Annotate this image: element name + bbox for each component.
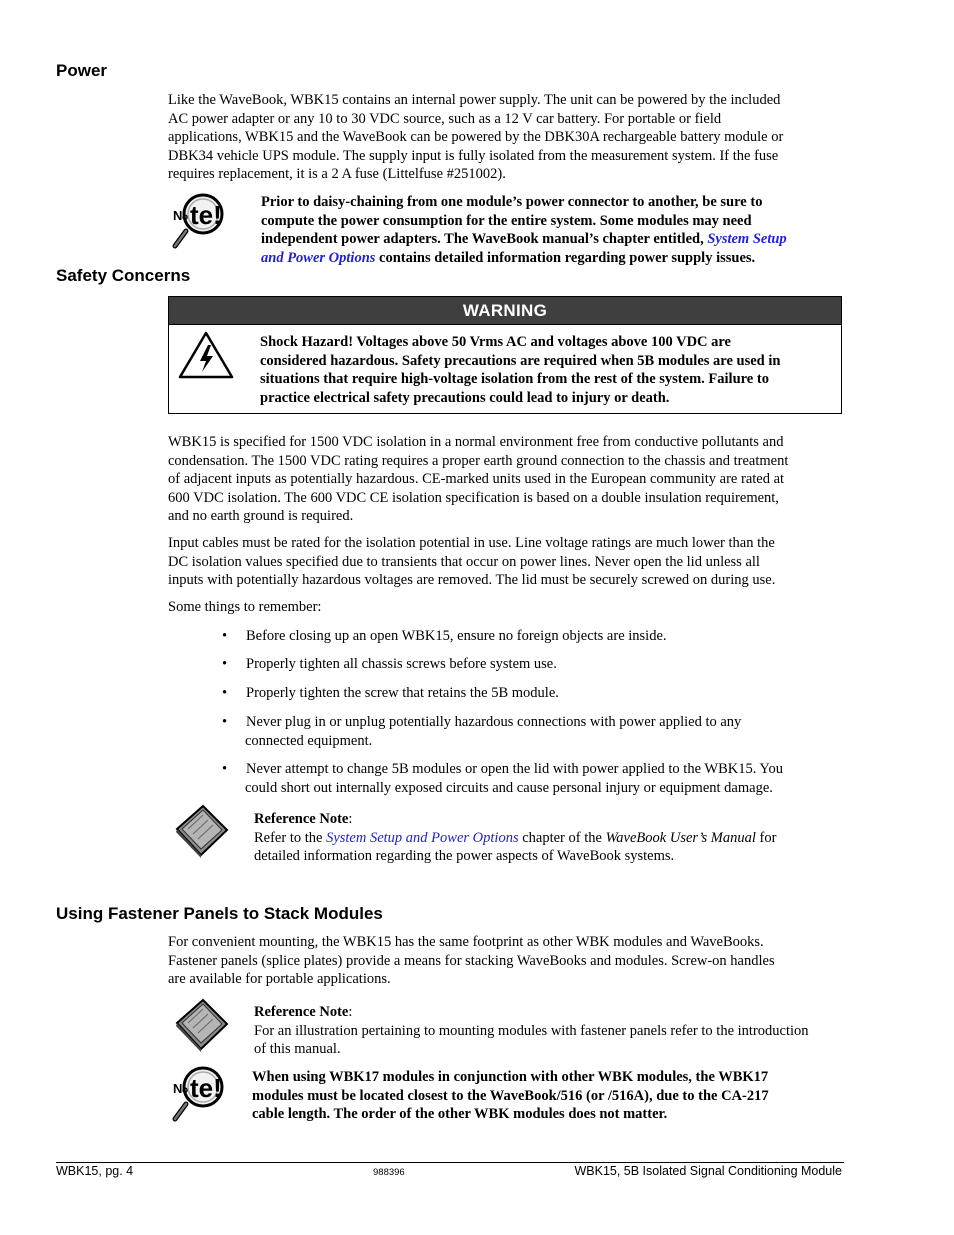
warning-text <box>260 333 840 407</box>
power-paragraph <box>168 91 848 184</box>
svg-text:o: o <box>182 1085 189 1096</box>
text-line: Fastener panels (splice plates) provide a means for stacking WaveBooks and modules. Screw-on handles <box>168 952 775 969</box>
text-line: compute the power consumption for the entire system. Some modules may need <box>261 212 752 229</box>
reference-book-icon <box>173 803 231 859</box>
text-span: Properly tighten all chassis screws before system use. <box>246 656 557 672</box>
bullet-marker: • <box>222 656 228 672</box>
text-span: Never attempt to change 5B modules or open the lid with power applied to the WBK15. You <box>246 761 783 777</box>
bullet-marker: • <box>222 685 228 701</box>
bullet-marker: • <box>222 714 228 730</box>
system-setup-link[interactable]: System Setup <box>707 231 787 247</box>
text-line: applications, WBK15 and the WaveBook can be powered by the DBK30A rechargeable battery module or <box>168 129 784 145</box>
warning-title: WARNING <box>169 297 841 325</box>
fastener-heading: Using Fastener Panels to Stack Modules <box>56 904 383 923</box>
text-line: detailed information regarding the power aspects of WaveBook systems. <box>254 848 675 864</box>
text-line: When using WBK17 modules in conjunction with other WBK modules, the WBK17 <box>252 1069 769 1085</box>
svg-text:N: N <box>173 1081 183 1096</box>
remember-intro: Some things to remember: <box>168 599 322 615</box>
text-line: of adjacent inputs as potentially hazardous. CE-marked units used in the European community are rated at <box>168 471 785 487</box>
text-span: connected equipment. <box>245 732 373 749</box>
text-line: condensation. The 1500 VDC rating requires a proper earth ground connection to the chassis and treatment <box>168 452 789 469</box>
fastener-paragraph <box>168 933 848 989</box>
text-line: AC power adapter or any 10 to 30 VDC source, such as a 12 V car battery. For portable or field <box>168 110 722 127</box>
text-span: Before closing up an open WBK15, ensure no foreign objects are inside. <box>246 628 667 644</box>
text-line: WBK15 is specified for 1500 VDC isolation in a normal environment free from conductive pollutants and <box>168 434 784 450</box>
text-line: Prior to daisy-chaining from one module’s power connector to another, be sure to <box>261 194 763 210</box>
warning-box <box>168 296 842 414</box>
text-line: and no earth ground is required. <box>168 508 354 524</box>
text-span: : <box>348 1004 353 1020</box>
text-line: requires replacement, it is a 2 A fuse (Littelfuse #251002). <box>168 166 506 182</box>
text-span: Refer to the <box>254 829 327 846</box>
footer-module-title: WBK15, 5B Isolated Signal Conditioning Module <box>574 1164 842 1178</box>
text-line: considered hazardous. Safety precautions are required when 5B modules are used in <box>260 352 781 369</box>
reference-note-title: Reference Note <box>254 1004 349 1020</box>
svg-text:o: o <box>182 212 189 223</box>
text-span: Never plug in or unplug potentially hazardous connections with power applied to any <box>246 714 742 730</box>
note-magnifier-icon <box>170 193 232 251</box>
reference-note-1 <box>254 810 848 866</box>
text-line: inputs with potentially hazardous voltages are removed. The lid must be securely screwed on during use. <box>168 572 776 588</box>
text-line: practice electrical safety precautions could lead to injury or death. <box>260 389 670 406</box>
svg-text:te!: te! <box>190 200 222 230</box>
reference-book-icon <box>173 997 231 1053</box>
text-span: for <box>755 829 777 846</box>
text-line: Like the WaveBook, WBK15 contains an internal power supply. The unit can be powered by the included <box>168 92 781 108</box>
text-line: For convenient mounting, the WBK15 has the same footprint as other WBK modules and WaveBooks. <box>168 934 764 950</box>
power-options-link[interactable]: and Power Options <box>261 249 376 266</box>
text-line: Shock Hazard! Voltages above 50 Vrms AC and voltages above 100 VDC are <box>260 334 731 350</box>
text-span: could short out internally exposed circuits and cause personal injury or equipment damage. <box>245 779 773 796</box>
list-item <box>246 627 846 646</box>
shock-hazard-icon <box>177 330 235 380</box>
text-line: Input cables must be rated for the isolation potential in use. Line voltage ratings are much lower than the <box>168 535 775 551</box>
reference-note-title: Reference Note <box>254 811 349 827</box>
input-cables-paragraph <box>168 534 848 590</box>
list-item <box>246 655 846 674</box>
isolation-paragraph <box>168 433 848 526</box>
svg-text:te!: te! <box>190 1073 222 1103</box>
bullet-marker: • <box>222 628 228 644</box>
safety-heading: Safety Concerns <box>56 266 191 285</box>
text-line: For an illustration pertaining to mounting modules with fastener panels refer to the introduction <box>254 1022 809 1039</box>
footer-page-label: WBK15, pg. 4 <box>56 1164 134 1178</box>
text-span: chapter of the <box>518 829 606 846</box>
text-line: situations that require high-voltage isolation from the rest of the system. Failure to <box>260 371 769 387</box>
text-span: independent power adapters. The WaveBook manual’s chapter entitled, <box>261 231 708 247</box>
text-line: DBK34 vehicle UPS module. The supply input is fully isolated from the measurement system. If the fuse <box>168 147 779 164</box>
system-setup-power-options-link[interactable]: System Setup and Power Options <box>326 829 519 846</box>
manual-title: WaveBook User’s Manual <box>605 829 756 846</box>
text-span: contains detailed information regarding power supply issues. <box>375 249 756 266</box>
text-span: : <box>348 811 353 827</box>
list-item <box>246 760 846 797</box>
list-item <box>246 684 846 703</box>
svg-text:N: N <box>173 208 183 223</box>
footer-doc-number: 988396 <box>373 1167 405 1178</box>
wbk17-note-text <box>252 1068 848 1124</box>
text-span: Properly tighten the screw that retains the 5B module. <box>246 685 559 701</box>
list-item <box>246 713 846 750</box>
text-line: 600 VDC isolation. The 600 VDC CE isolation specification is based on a double insulation requirement, <box>168 489 779 506</box>
power-heading: Power <box>56 61 108 80</box>
text-line: cable length. The order of the other WBK modules does not matter. <box>252 1106 668 1122</box>
text-line: of this manual. <box>254 1041 341 1057</box>
text-line: are available for portable applications. <box>168 971 391 987</box>
note-magnifier-icon <box>170 1066 232 1124</box>
power-note-text <box>261 193 851 267</box>
bullet-marker: • <box>222 761 228 777</box>
reference-note-2 <box>254 1003 852 1059</box>
text-line: modules must be located closest to the WaveBook/516 (or /516A), due to the CA-217 <box>252 1087 769 1104</box>
text-line: DC isolation values specified due to transients that occur on power lines. Never open the lid unless all <box>168 553 760 570</box>
